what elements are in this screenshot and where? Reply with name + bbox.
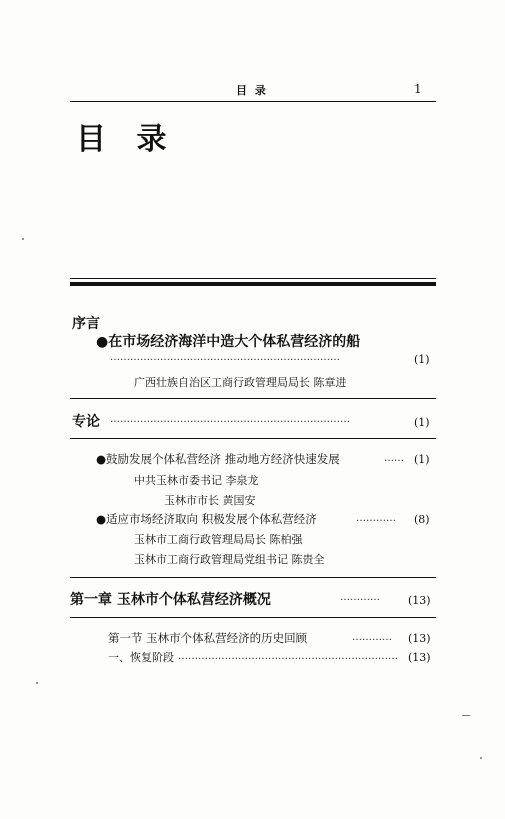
subsection-leader: ………………………………………………………… xyxy=(178,651,398,662)
zhuanlun-page: (1) xyxy=(414,416,430,429)
title-rule-thin xyxy=(70,278,436,279)
section-title[interactable]: 第一节 玉林市个体私营经济的历史回顾 xyxy=(108,631,308,645)
subsection-page: (13) xyxy=(408,651,431,664)
chapter-page: (13) xyxy=(408,594,431,607)
header-rule xyxy=(70,101,436,102)
toc-item-author: 中共玉林市委书记 李泉龙 xyxy=(134,474,259,487)
running-header-title: 目 录 xyxy=(236,84,268,97)
scan-speck xyxy=(22,238,24,240)
toc-item-title[interactable]: ●适应市场经济取向 积极发展个体私营经济 xyxy=(96,512,317,526)
scan-speck xyxy=(36,682,38,684)
scan-speck xyxy=(462,715,470,716)
preface-rule xyxy=(70,398,436,399)
toc-item-title[interactable]: ●鼓励发展个体私营经济 推动地方经济快速发展 xyxy=(96,452,340,466)
zhuanlun-leader: ……………………………………………………………… xyxy=(110,414,350,425)
chapter-heading[interactable]: 第一章 玉林市个体私营经济概况 xyxy=(70,592,271,608)
toc-item-author: 玉林市市长 黄国安 xyxy=(164,494,256,507)
chapter-rule-top xyxy=(70,577,436,578)
toc-item-page: (1) xyxy=(414,453,430,466)
toc-item-leader: ………… xyxy=(356,513,396,524)
zhuanlun-rule xyxy=(70,438,436,439)
preface-heading: 序言 xyxy=(72,316,100,332)
toc-item-author: 玉林市工商行政管理局党组书记 陈贵全 xyxy=(134,553,325,566)
preface-item-author: 广西壮族自治区工商行政管理局局长 陈章进 xyxy=(134,376,347,389)
preface-item-page: (1) xyxy=(414,353,430,366)
scan-speck xyxy=(480,757,482,759)
toc-item-leader: …… xyxy=(384,453,404,464)
section-leader: ………… xyxy=(352,632,392,643)
toc-item-author: 玉林市工商行政管理局局长 陈柏强 xyxy=(134,533,303,546)
title-rule-thick xyxy=(70,282,436,286)
section-page: (13) xyxy=(408,632,431,645)
page-title: 目 录 xyxy=(76,122,177,157)
zhuanlun-heading[interactable]: 专论 xyxy=(72,414,100,430)
subsection-title[interactable]: 一、恢复阶段 xyxy=(108,651,174,664)
preface-item-leader: …………………………………………………………… xyxy=(110,352,340,363)
chapter-rule-bottom xyxy=(70,617,436,618)
running-header-page-number: 1 xyxy=(414,82,422,96)
preface-item-title[interactable]: ●在市场经济海洋中造大个体私营经济的船 xyxy=(96,334,361,350)
chapter-leader: ………… xyxy=(340,592,380,603)
toc-item-page: (8) xyxy=(414,513,430,526)
